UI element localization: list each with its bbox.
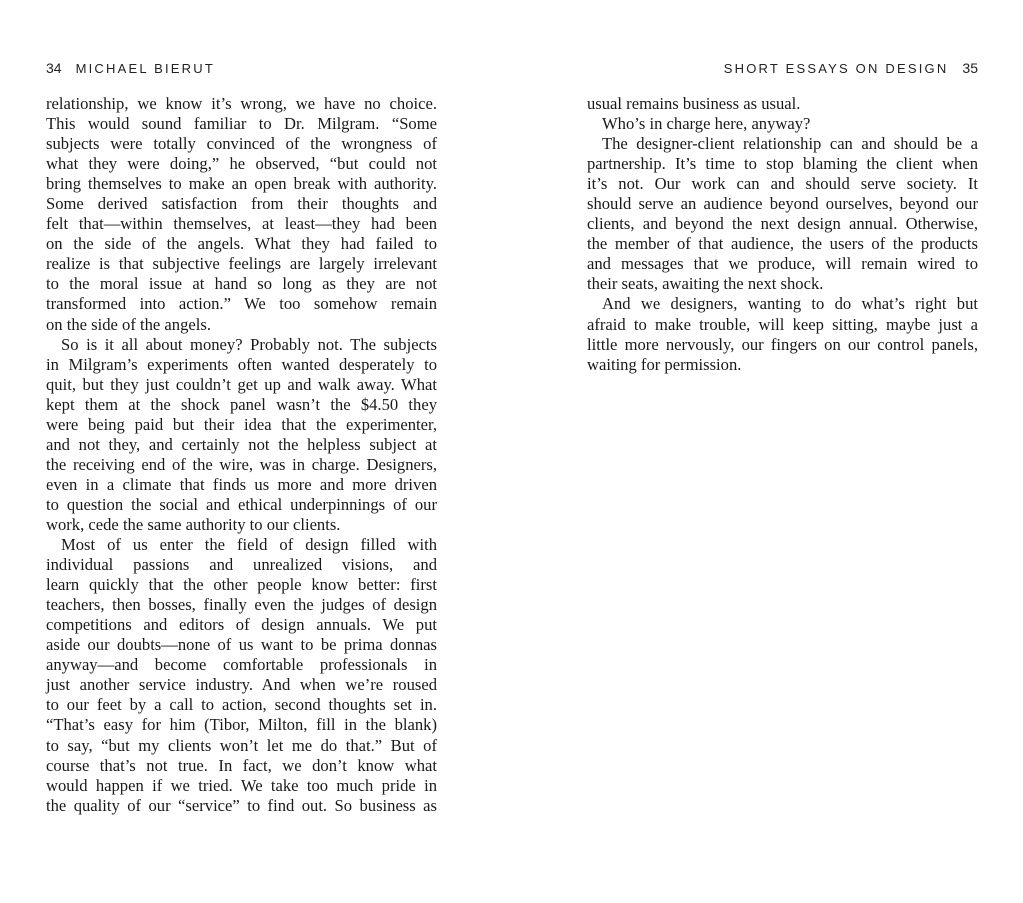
text-line: relationship, we know it’s wrong, we have no choice. bbox=[46, 94, 437, 113]
text-line: The designer-client relationship can and should be a bbox=[602, 134, 978, 154]
text-line: kept them at the shock panel wasn’t the $4.50 they bbox=[46, 394, 437, 414]
text-line: partnership. It’s time to stop blaming the client when bbox=[587, 154, 978, 174]
text-line: to question the social and ethical underpinnings of our bbox=[46, 494, 437, 514]
left-page-body bbox=[46, 94, 437, 816]
text-line: aside our doubts—none of us want to be prima donnas bbox=[46, 635, 437, 655]
text-line: individual passions and unrealized visions, and bbox=[46, 555, 437, 575]
text-line: little more nervously, our fingers on our control panels, bbox=[587, 334, 978, 354]
text-line: subjects were totally convinced of the wrongness of bbox=[46, 134, 437, 154]
text-line: on the side of the angels. bbox=[46, 314, 211, 334]
text-line: and messages that we produce, will remain wired to bbox=[587, 254, 978, 274]
text-line: “That’s easy for him (Tibor, Milton, fill in the blank) bbox=[46, 715, 437, 735]
text-line: And we designers, wanting to do what’s right but bbox=[602, 294, 978, 314]
text-line: should serve an audience beyond ourselves, beyond our bbox=[587, 194, 978, 214]
text-line: afraid to make trouble, will keep sitting, maybe just a bbox=[587, 314, 978, 334]
text-line: the member of that audience, the users of the products bbox=[587, 234, 978, 254]
text-line: felt that—within themselves, at least—they had been bbox=[46, 214, 437, 234]
text-line: clients, and beyond the next design annual. Otherwise, bbox=[587, 214, 978, 234]
text-line: even in a climate that finds us more and more driven bbox=[46, 474, 437, 494]
text-line: learn quickly that the other people know better: first bbox=[46, 575, 437, 595]
left-running-head bbox=[46, 60, 215, 76]
text-line: in Milgram’s experiments often wanted desperately to bbox=[46, 354, 437, 374]
right-running-head-text: SHORT ESSAYS ON DESIGN bbox=[723, 61, 949, 76]
text-line: and not they, and certainly not the helpless subject at bbox=[46, 434, 437, 454]
text-line: bring themselves to make an open break with authority. bbox=[46, 174, 437, 194]
text-line: waiting for permission. bbox=[587, 354, 742, 374]
text-line: to the moral issue at hand so long as they are not bbox=[46, 274, 437, 294]
right-page-body bbox=[587, 94, 978, 375]
text-line: anyway—and become comfortable professionals in bbox=[46, 655, 437, 675]
text-line: teachers, then bosses, finally even the judges of design bbox=[46, 595, 437, 615]
text-line: would happen if we tried. We take too much pride in bbox=[46, 775, 437, 795]
text-line: work, cede the same authority to our clients. bbox=[46, 514, 341, 534]
text-line: the quality of our “service” to find out. So business as bbox=[46, 795, 437, 815]
text-line: usual remains business as usual. bbox=[587, 94, 801, 113]
text-line: were being paid but their idea that the experimenter, bbox=[46, 414, 437, 434]
text-line: what they were doing,” he observed, “but could not bbox=[46, 154, 437, 174]
text-line: their seats, awaiting the next shock. bbox=[587, 274, 824, 294]
text-line: to say, “but my clients won’t let me do that.” But of bbox=[46, 735, 437, 755]
text-line: just another service industry. And when we’re roused bbox=[46, 675, 437, 695]
text-line: course that’s not true. In fact, we don’t know what bbox=[46, 755, 437, 775]
right-running-head bbox=[724, 60, 978, 76]
text-line: transformed into action.” We too somehow remain bbox=[46, 294, 437, 314]
text-line: quit, but they just couldn’t get up and walk away. What bbox=[46, 374, 437, 394]
text-line: it’s not. Our work can and should serve society. It bbox=[587, 174, 978, 194]
text-line: Some derived satisfaction from their thoughts and bbox=[46, 194, 437, 214]
left-page-number: 34 bbox=[46, 60, 62, 76]
text-line: Most of us enter the field of design filled with bbox=[61, 535, 437, 555]
text-line: This would sound familiar to Dr. Milgram. “Some bbox=[46, 114, 437, 134]
text-line: competitions and editors of design annuals. We put bbox=[46, 615, 437, 635]
text-line: So is it all about money? Probably not. The subjects bbox=[61, 334, 437, 354]
text-line: to our feet by a call to action, second thoughts set in. bbox=[46, 695, 437, 715]
text-line: on the side of the angels. What they had failed to bbox=[46, 234, 437, 254]
text-line: realize is that subjective feelings are largely irrelevant bbox=[46, 254, 437, 274]
left-running-head-text: MICHAEL BIERUT bbox=[75, 61, 215, 76]
text-line: Who’s in charge here, anyway? bbox=[602, 114, 811, 134]
right-page-number: 35 bbox=[962, 60, 978, 76]
text-line: the receiving end of the wire, was in charge. Designers, bbox=[46, 454, 437, 474]
